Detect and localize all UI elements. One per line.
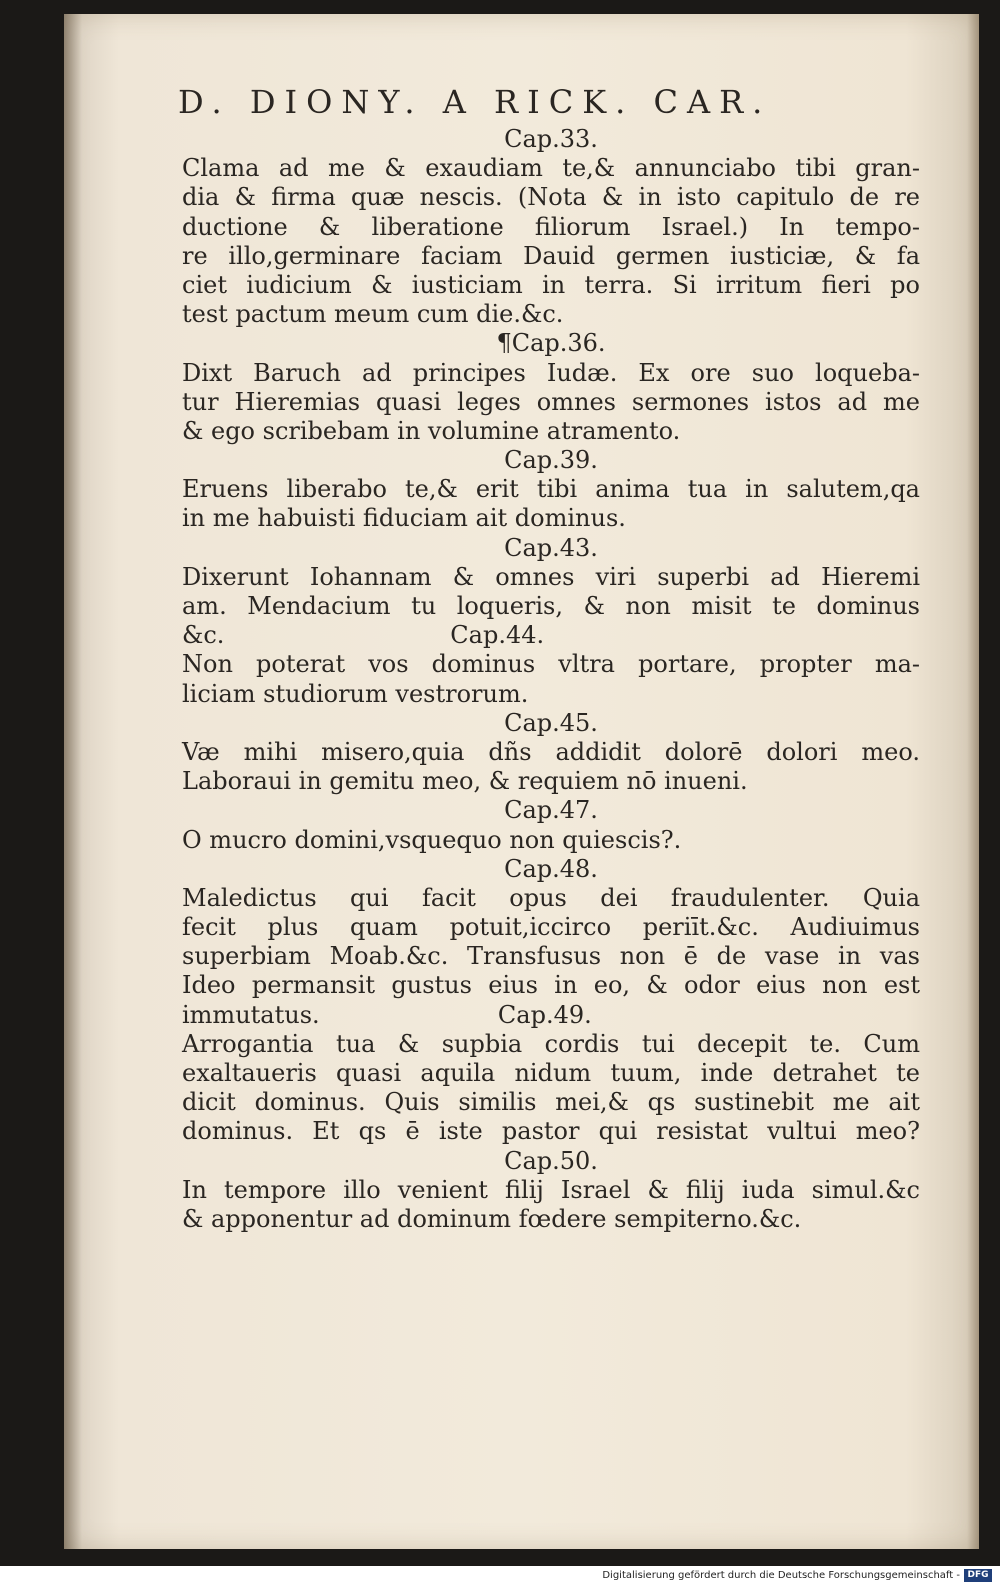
chapter-heading: Cap.50.	[504, 1146, 598, 1175]
chapter-heading: ¶Cap.36.	[496, 329, 606, 358]
chapter-heading: Cap.49.	[497, 1000, 592, 1029]
text-line: am. Mendacium tu loqueris, & non misit te dominus	[182, 592, 920, 620]
text-line: Clama ad me & exaudiam te,& annunciabo tibi gran-	[182, 154, 920, 183]
text-line: Væ mihi misero,quia dñs addidit dolorē dolori meo.	[182, 737, 920, 766]
text-line	[182, 1001, 920, 1030]
chapter-heading: Cap.48.	[504, 854, 598, 883]
text-line: dicit dominus. Quis similis mei,& qs sustinebit me ait	[182, 1088, 920, 1117]
text-line: dominus. Et qs ē iste pastor qui resistat vultui meo?	[182, 1117, 920, 1146]
text-line: Eruens liberabo te,& erit tibi anima tua in salutem,qa	[182, 475, 920, 504]
dfg-logo-icon: DFG	[964, 1569, 992, 1582]
text-line: O mucro domini,vsquequo non quiescis?.	[182, 825, 682, 854]
funding-credit: Digitalisierung gefördert durch die Deutsche Forschungsgemeinschaft -	[602, 1570, 960, 1581]
chapter-heading: Cap.43.	[504, 533, 598, 562]
text-line: Arrogantia tua & supbia cordis tui decepit te. Cum	[182, 1029, 920, 1058]
text-line: re illo,germinare faciam Dauid germen iusticiæ, & fa	[182, 241, 920, 270]
text-line: fecit plus quam potuit,iccirco periīt.&c. Audiuimus	[182, 913, 920, 942]
text-line: In tempore illo venient filij Israel & filij iuda simul.&c	[182, 1175, 920, 1204]
text-line: superbiam Moab.&c. Transfusus non ē de vase in vas	[182, 942, 920, 971]
chapter-heading: Cap.47.	[504, 796, 598, 825]
text-line: ciet iudicium & iusticiam in terra. Si irritum fieri po	[182, 270, 920, 299]
text-line: exaltaueris quasi aquila nidum tuum, inde detrahet te	[182, 1059, 920, 1087]
text-line: Laboraui in gemitu meo, & requiem nō inueni.	[182, 767, 748, 796]
chapter-heading: Cap.39.	[504, 446, 598, 475]
line-tail: &c.	[182, 621, 225, 650]
spine-shadow	[64, 14, 82, 1549]
text-line: Dixt Baruch ad principes Iudæ. Ex ore suo loqueba-	[182, 358, 920, 387]
text-line: liciam studiorum vestrorum.	[182, 679, 529, 708]
chapter-heading: Cap.33.	[504, 125, 598, 153]
text-line: & apponentur ad dominum fœdere sempiterno.&c.	[182, 1204, 802, 1233]
text-line: & ego scribebam in volumine atramento.	[182, 416, 681, 445]
running-head: D. DIONY. A RICK. CAR.	[178, 83, 772, 121]
text-line: in me habuisti fiduciam ait dominus.	[182, 504, 626, 533]
line-tail: immutatus.	[182, 1000, 320, 1029]
text-line: Dixerunt Iohannam & omnes viri superbi ad Hieremi	[182, 562, 920, 591]
text-line: tur Hieremias quasi leges omnes sermones istos ad me	[182, 387, 920, 416]
text-line: Non poterat vos dominus vltra portare, propter ma-	[182, 650, 920, 679]
text-line: dia & firma quæ nescis. (Nota & in isto capitulo de re	[182, 183, 920, 212]
page-text	[178, 83, 920, 1234]
chapter-heading: Cap.45.	[504, 708, 598, 737]
text-line: ductione & liberatione filiorum Israel.) In tempo-	[182, 212, 920, 241]
footer-bar	[0, 1566, 1000, 1587]
page-edge	[967, 14, 979, 1549]
text-line: test pactum meum cum die.&c.	[182, 300, 564, 329]
text-line: Maledictus qui facit opus dei fraudulenter. Quia	[182, 883, 920, 912]
text-line: Ideo permansit gustus eius in eo, & odor eius non est	[182, 971, 920, 1000]
chapter-heading: Cap.44.	[450, 621, 545, 650]
text-line	[182, 621, 920, 650]
